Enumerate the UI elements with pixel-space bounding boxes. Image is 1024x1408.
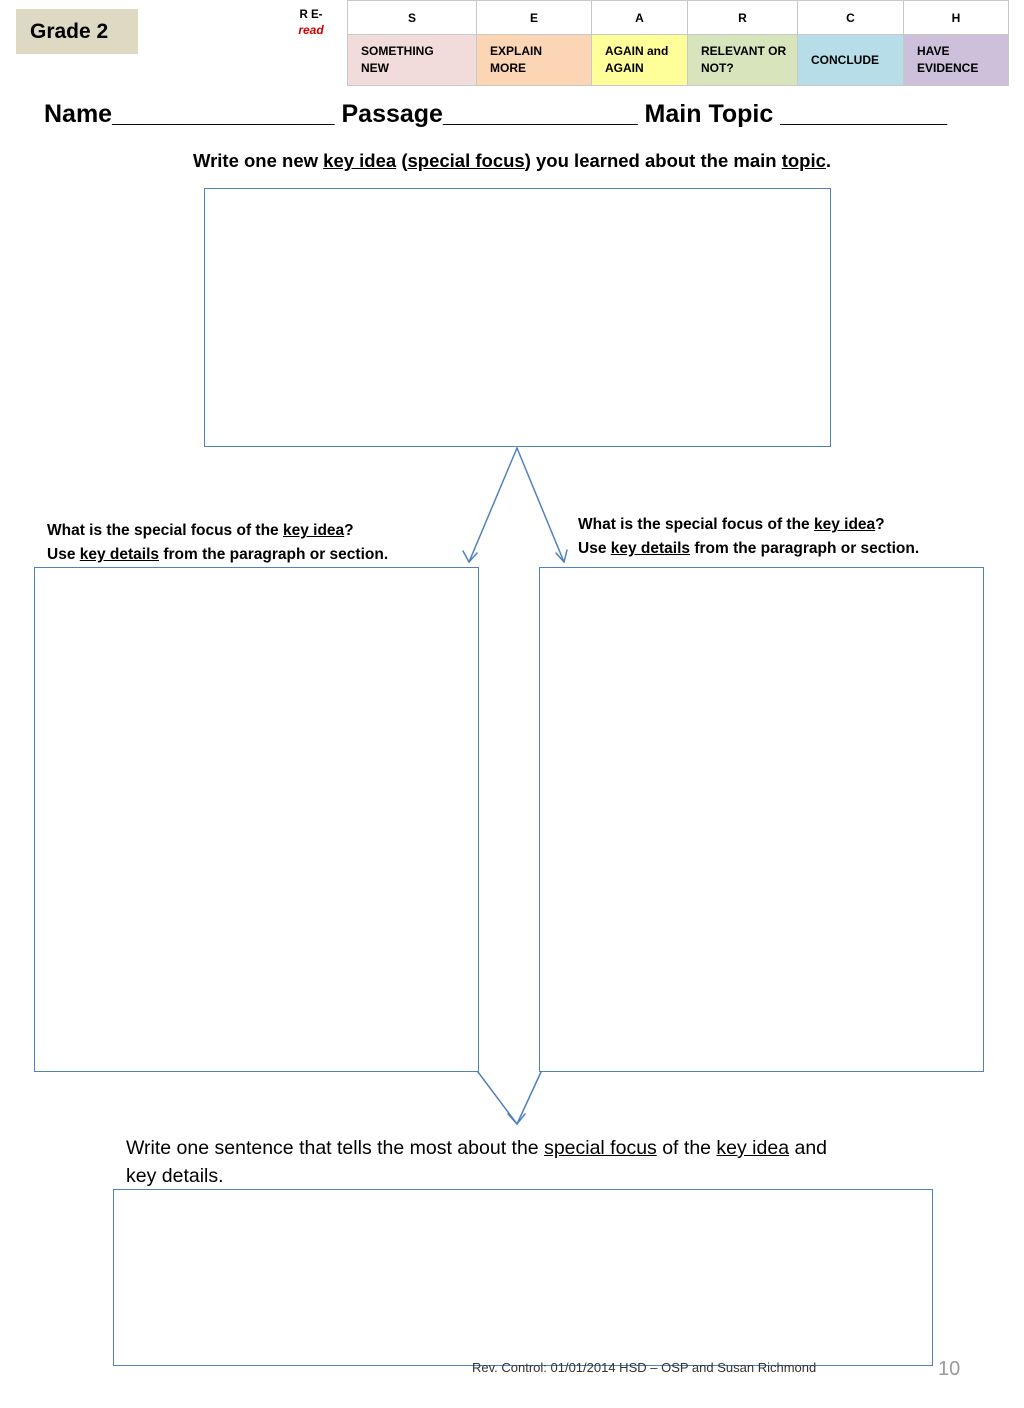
search-word-a-line1: AGAIN and [605, 44, 669, 58]
final-prompt-line1 [126, 1134, 916, 1162]
final-prompt-special-focus: special focus [544, 1137, 657, 1159]
search-word-r-line1: RELEVANT OR [701, 44, 787, 58]
final-prompt-text-2: of the [656, 1137, 717, 1159]
final-prompt-key-idea: key idea [716, 1137, 790, 1159]
final-prompt-text-3: and [789, 1137, 828, 1159]
summary-sentence-box[interactable] [113, 1189, 933, 1366]
search-letter-r: R [688, 1, 798, 35]
left-question-text-3: Use [47, 546, 80, 563]
right-question-text-1: What is the special focus of the [578, 516, 814, 533]
page-number: 10 [938, 1358, 961, 1380]
search-word-e-line2: MORE [490, 61, 526, 75]
top-prompt-text-1: Write one new [192, 150, 324, 171]
top-prompt-topic: topic [781, 150, 826, 171]
arrow-from-left-box [478, 1072, 517, 1124]
search-word-r-line2: NOT? [701, 61, 734, 75]
search-word-a-line2: AGAIN [605, 61, 644, 75]
search-word-h-line1: HAVE [917, 44, 950, 58]
final-prompt-text-1: Write one sentence that tells the most about the [126, 1137, 545, 1159]
left-question-key-details: key details [79, 546, 160, 563]
right-question-text-3: Use [578, 540, 611, 557]
arrow-to-right-box [517, 448, 564, 562]
revision-footer: Rev. Control: 01/01/2014 HSD – OSP and Susan Richmond [472, 1360, 817, 1375]
top-prompt-text-2: ( [396, 150, 408, 171]
top-prompt-text-4: . [825, 150, 832, 171]
right-question-key-idea: key idea [813, 516, 876, 533]
right-question-key-details: key details [610, 540, 691, 557]
left-question-text-4: from the paragraph or section. [159, 546, 389, 563]
final-prompt-line2: key details. [126, 1165, 224, 1187]
left-question-text-1: What is the special focus of the [47, 522, 283, 539]
left-question-key-idea: key idea [282, 522, 345, 539]
search-letter-h: H [904, 1, 1009, 35]
right-question-text-2: ? [875, 516, 885, 533]
reread-line2: read [298, 23, 324, 37]
header-fields: Name________________ Passage______________ Main Topic ____________ [44, 100, 948, 128]
arrow-to-left-box [469, 448, 517, 562]
search-word-s-line1: SOMETHING [361, 44, 434, 58]
right-question-text-4: from the paragraph or section. [690, 540, 920, 557]
left-question-text-2: ? [344, 522, 354, 539]
search-word-c-line1: CONCLUDE [811, 52, 879, 67]
search-letter-c: C [798, 1, 904, 35]
search-word-s-line2: NEW [361, 61, 389, 75]
arrow-from-right-box [517, 1072, 541, 1124]
search-word-e-line1: EXPLAIN [490, 44, 543, 58]
search-letter-s: S [348, 1, 477, 35]
search-letter-a: A [592, 1, 688, 35]
top-prompt-key-idea: key idea [323, 150, 397, 171]
top-prompt-special-focus: special focus [407, 150, 525, 171]
final-prompt [126, 1134, 916, 1190]
arrowhead-left-box [463, 551, 477, 562]
reread-line1: R E- [299, 9, 323, 21]
search-word-h-line2: EVIDENCE [917, 61, 979, 75]
search-letter-e: E [477, 1, 592, 35]
top-prompt-text-3: ) you learned about the main [524, 150, 782, 171]
grade-label: Grade 2 [16, 9, 138, 54]
